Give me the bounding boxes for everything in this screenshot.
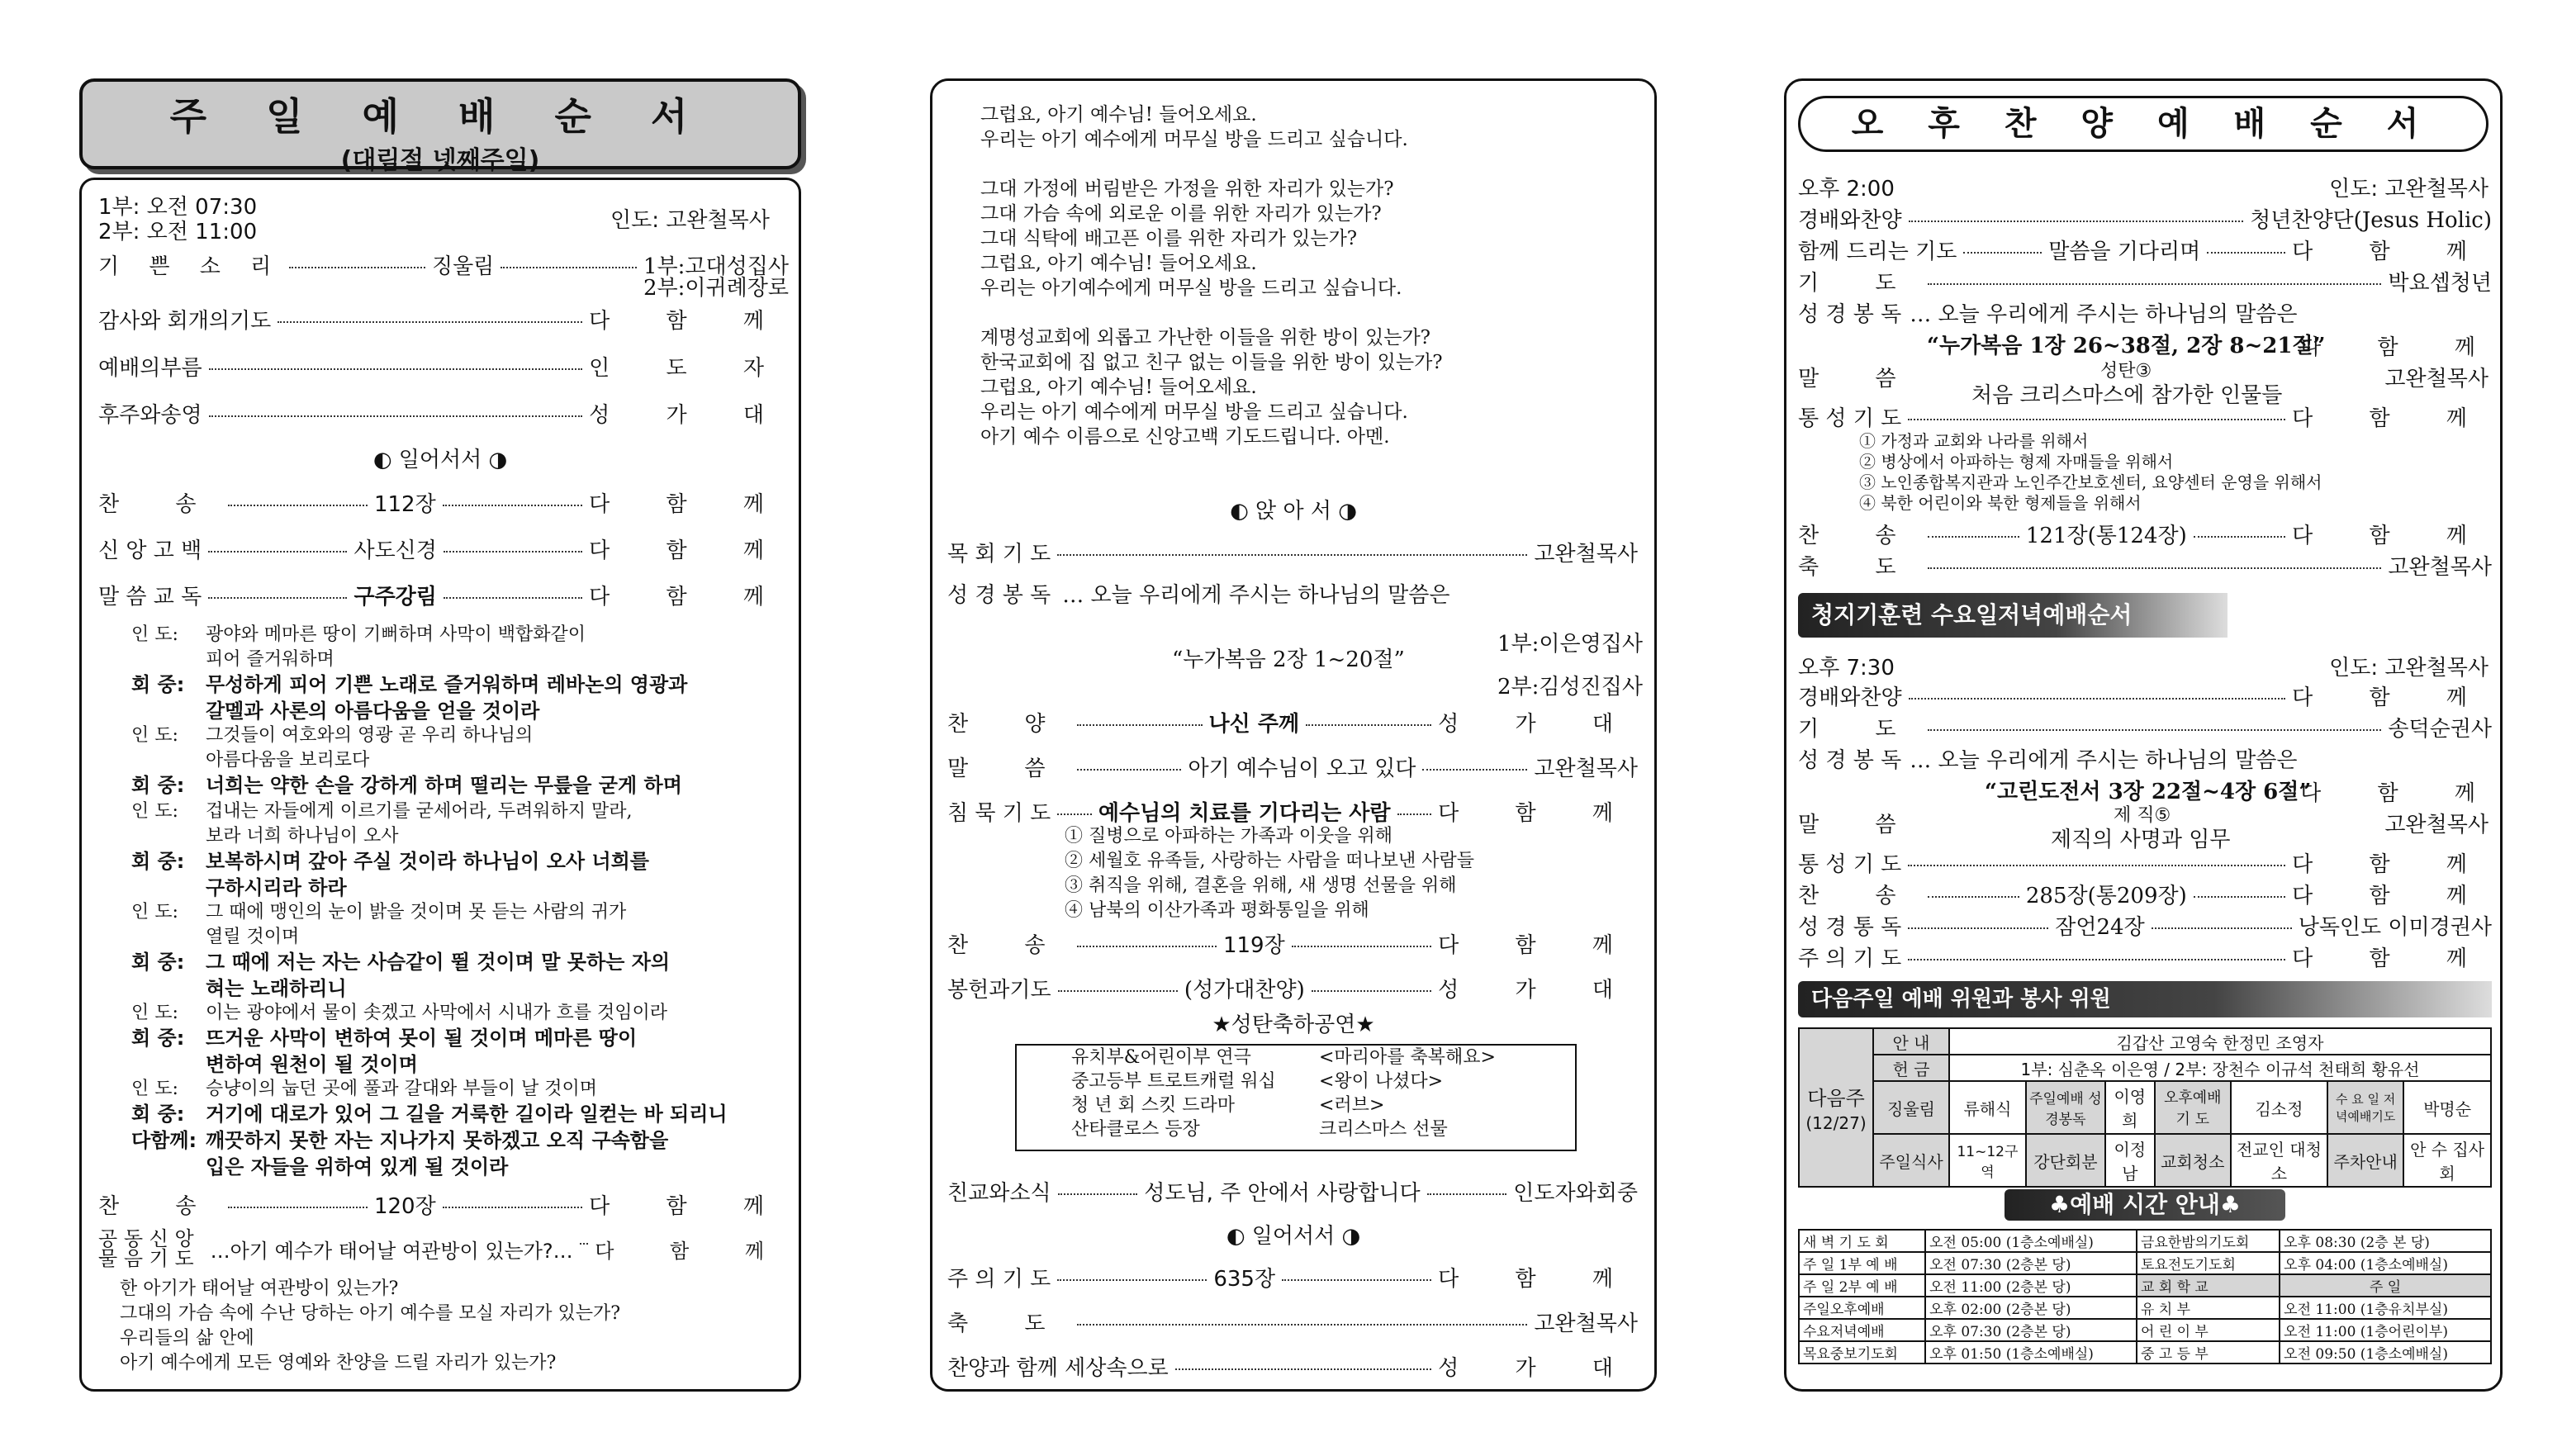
p3-sermon-label: 말 씀 <box>1798 367 1921 391</box>
performance-row: 유치부&어린이부 연극 <마리아를 축복해요> <box>1071 1047 1496 1068</box>
p3-scripture-ref: “누가복음 1장 26~38절, 2장 8~21절” <box>1927 334 2326 358</box>
prayer-line: 한국교회에 집 없고 친구 없는 이들을 위한 방이 있는가? <box>980 352 1443 373</box>
order-item-joy: 기 쁜 소 리 징울림 1부:고대성집사 2부:이귀례장로 <box>98 254 789 301</box>
prayer-line: 그럽요, 아기 예수님! 들어오세요. <box>980 377 1257 398</box>
wednesday-banner: 청지기훈련 수요일저녁예배순서 <box>1798 593 2228 638</box>
christmas-performance-title: ★성탄축하공연★ <box>1212 1013 1375 1037</box>
reading-line: 회 중: 거기에 대로가 있어 그 길을 거룩한 길이라 일컫는 바 되리니 <box>131 1103 728 1126</box>
prayer-line: 아기 예수 이름으로 신앙고백 기도드립니다. 아멘. <box>980 426 1390 448</box>
service-name: 금요한밤의기도회 <box>2137 1230 2280 1252</box>
order-item-common-prayer: 공 동 신 앙 물 음 기 도 …아기 예수가 태어날 여관방이 있는가?… 다 함 께 <box>98 1227 789 1270</box>
p3-sermon-preacher: 고완철목사 <box>2384 367 2488 391</box>
p3-item-praise: 경배와찬양 청년찬양단(Jesus Holic) <box>1798 208 2492 233</box>
p3-sermon-title: 처음 크리스마스에 참가한 인물들 <box>1971 383 2283 408</box>
sunday-order-box <box>79 178 801 1392</box>
christmas-performance-box <box>1015 1044 1577 1151</box>
service-times-banner: ♣예배 시간 안내♣ <box>2005 1189 2285 1221</box>
p3-item-scripture: 성 경 봉 독 … 오늘 우리에게 주시는 하나님의 말씀은 <box>1798 302 2298 327</box>
stand-marker: ◐ 일어서서 ◑ <box>372 448 508 472</box>
order-item-anthem: 찬 양 나신 주께 성 가 대 <box>947 712 1639 737</box>
service-time: 오후 01:50 (1층소예배실) <box>1925 1341 2137 1364</box>
role-cell: 주차안내 <box>2327 1134 2403 1187</box>
next-week-date: 다음주 (12/27) <box>1799 1028 1873 1187</box>
service-time-row <box>1799 1252 2491 1274</box>
order-item-scripture: 성 경 봉 독 … 오늘 우리에게 주시는 하나님의 말씀은 <box>947 583 1450 608</box>
reading-line: 인 도: 광야와 메마른 땅이 기뻐하며 사막이 백합화같이 피어 즐거워하며 <box>131 624 586 670</box>
role-cell: 수 요 일 저녁예배기도 <box>2327 1081 2403 1134</box>
p3-sermon-series: 성탄③ <box>2100 361 2152 382</box>
reading-line: 인 도: 겁내는 자들에게 이르기를 굳세어라, 두려워하지 말라, 보라 너희 하나님이 오사 <box>131 801 633 847</box>
order-item-responsive: 말 씀 교 독 구주강림 다 함 께 <box>98 585 789 609</box>
service-time: 오전 05:00 (1층소예배실) <box>1925 1230 2137 1252</box>
service-time-row <box>1799 1341 2491 1364</box>
role-cell: 교회청소 <box>2155 1134 2231 1187</box>
sit-marker: ◐ 앉 아 서 ◑ <box>1230 499 1357 524</box>
performance-row: 청 년 회 스킷 드라마 <러브> <box>1071 1095 1385 1116</box>
service-name: 주일오후예배 <box>1799 1297 1925 1319</box>
prayer-line: 그대 가정에 버림받은 가정을 위한 자리가 있는가? <box>980 178 1394 200</box>
service-name: 교 회 학 교 <box>2137 1274 2280 1297</box>
afternoon-leader: 인도: 고완철목사 <box>2329 177 2488 202</box>
reading-line: 회 중: 보복하시며 갚아 주실 것이라 하나님이 오사 너희를 구하시리라 하라 <box>131 850 649 899</box>
prayer-line: 우리는 아기 예수에게 머무실 방을 드리고 싶습니다. <box>980 129 1408 150</box>
order-item-fellowship: 친교와소식 성도님, 주 안에서 사랑합니다 인도자와회중 <box>947 1181 1638 1206</box>
next-week-volunteers-table <box>1798 1027 2492 1188</box>
p3-item-unison: 통 성 기 도 다 함 께 <box>1798 406 2492 431</box>
order-item-pastoral-prayer: 목 회 기 도 고완철목사 <box>947 542 1638 567</box>
order-item-silent-prayer: 침 묵 기 도 예수님의 치료를 기다리는 사람 다 함 께 <box>947 801 1639 826</box>
service-time: 오후 07:30 (2층본 당) <box>1925 1319 2137 1341</box>
wed-sermon-title: 제직의 사명과 임무 <box>2051 828 2231 852</box>
service-time: 오전 09:50 (1층소예배실) <box>2280 1341 2491 1364</box>
order-item-offering: 봉헌과기도 (성가대찬양) 성 가 대 <box>947 978 1639 1003</box>
order-item-confession: 감사와 회개의기도 다 함 께 <box>98 309 789 334</box>
service-time-2: 2부: 오전 11:00 <box>98 220 258 244</box>
offering-names: 1부: 심춘옥 이은영 / 2부: 장천수 이규석 천태희 황유선 <box>1949 1055 2491 1081</box>
scripture-reference: “누가복음 2장 1~20절” <box>1172 647 1405 672</box>
service-times-table <box>1798 1229 2492 1364</box>
sunday-service-continued-panel <box>930 78 1657 1392</box>
reading-line: 회 중: 무성하게 피어 기쁜 노래로 즐거워하며 레바논의 영광과 갈멜과 사론의 아름다움을 얻을 것이라 <box>131 673 688 723</box>
reading-line: 회 중: 너희는 약한 손을 강하게 하며 떨리는 무릎을 굳게 하며 <box>131 774 682 797</box>
volunteer-cell: 박명순 <box>2403 1081 2491 1134</box>
service-name: 주 일 1부 예 배 <box>1799 1252 1925 1274</box>
prayer-line <box>980 301 1443 325</box>
volunteer-cell: 류해식 <box>1949 1081 2026 1134</box>
p3-item-hymn: 찬 송 121장(통124장) 다 함 께 <box>1798 524 2492 548</box>
responsive-reading <box>131 623 800 1179</box>
prayer-line: 그대 식탁에 배고픈 이를 위한 자리가 있는가? <box>980 228 1358 249</box>
usher-names: 김갑산 고영숙 한정민 조영자 <box>1949 1028 2491 1055</box>
service-time: 오전 11:00 (1층유치부실) <box>2280 1297 2491 1319</box>
sunday-subtitle: (대림절 넷째주일) <box>340 146 540 175</box>
reading-line: 인 도: 그 때에 맹인의 눈이 밝을 것이며 못 듣는 사람의 귀가 열릴 것이며 <box>131 902 627 947</box>
order-item-hymn2: 찬 송 120장 다 함 께 <box>98 1194 790 1219</box>
volunteer-cell: 11~12구역 <box>1949 1134 2026 1187</box>
order-item-call: 예배의부름 인 도 자 <box>98 356 789 381</box>
role-cell: 주일예배 성경봉독 <box>2026 1081 2105 1134</box>
volunteer-cell: 전교인 대청소 <box>2231 1134 2327 1187</box>
wed-item-unison: 통 성 기 도 다 함 께 <box>1798 852 2492 877</box>
service-time: 오후 04:00 (1층소예배실) <box>2280 1252 2491 1274</box>
service-time: 오전 11:00 (2층본 당) <box>1925 1274 2137 1297</box>
wed-item-praise: 경배와찬양 다 함 께 <box>1798 685 2492 710</box>
wed-sermon-preacher: 고완철목사 <box>2384 813 2488 837</box>
performance-row: 산타클로스 등장 크리스마스 선물 <box>1071 1119 1448 1140</box>
afternoon-time: 오후 2:00 <box>1798 177 1895 202</box>
prayer-line: 그대 가슴 속에 외로운 이를 위한 자리가 있는가? <box>980 203 1382 225</box>
service-time-row <box>1799 1297 2491 1319</box>
prayer-line: 우리는 아기 예수에게 머무실 방을 드리고 싶습니다. <box>980 401 1408 423</box>
prayer-line: 그럽요, 아기 예수님! 들어오세요. <box>980 253 1257 274</box>
order-item-closing: 찬양과 함께 세상속으로 성 가 대 <box>947 1356 1638 1381</box>
role-cell: 강단회분 <box>2026 1134 2105 1187</box>
service-name: 수요저녁예배 <box>1799 1319 1925 1341</box>
prayer-line: 계명성교회에 외롭고 가난한 이들을 위한 방이 있는가? <box>980 327 1430 349</box>
p3-unison-topics: ① 가정과 교회와 나라를 위해서 ② 병상에서 아파하는 형제 자매들을 위해서 ③ 노인종합복지관과 노인주간보호센터, 요양센터 운영을 위해서 ④ 북한 어린이와 북한 형제들을 위해서 <box>1859 431 2322 513</box>
common-prayer-text: 한 아기가 태어날 여관방이 있는가? 그대의 가슴 속에 수난 당하는 아기 예수를 모실 자리가 있는가? 우리들의 삶 안에 아기 예수에게 모든 영예와 찬양을 드릴 자리가 있는가? <box>120 1278 621 1373</box>
prayer-continuation <box>980 102 1443 449</box>
reading-line: 인 도: 승냥이의 눕던 곳에 풀과 갈대와 부들이 날 것이며 <box>131 1079 597 1099</box>
prayer-line: 그럽요, 아기 예수님! 들어오세요. <box>980 104 1257 126</box>
wed-item-bible-reading: 성 경 통 독 잠언24장 낭독인도 이미경권사 <box>1798 915 2493 940</box>
service-time: 오후 08:30 (2층 본 당) <box>2280 1230 2491 1252</box>
sunday-service-panel <box>79 78 801 1392</box>
sunday-title: 주 일 예 배 순 서 <box>169 94 711 139</box>
service-time: 주 일 <box>2280 1274 2491 1297</box>
wed-scripture-ref: “고린도전서 3장 22절~4장 6절” <box>1985 780 2312 804</box>
volunteer-cell: 이정남 <box>2105 1134 2155 1187</box>
prayer-line <box>980 152 1443 177</box>
service-leader: 인도: 고완철목사 <box>610 208 770 233</box>
order-item-hymn: 찬 송 119장 다 함 께 <box>947 933 1639 958</box>
prayer-line: 우리는 아기예수에게 머무실 방을 드리고 싶습니다. <box>980 277 1402 299</box>
wednesday-time: 오후 7:30 <box>1798 656 1895 681</box>
usher-label: 안 내 <box>1873 1028 1949 1055</box>
service-time-row <box>1799 1319 2491 1341</box>
wed-sermon-label: 말 씀 <box>1798 813 1921 837</box>
order-item-sermon: 말 씀 아기 예수님이 오고 있다 고완철목사 <box>947 756 1638 781</box>
wed-item-lords-prayer: 주 의 기 도 다 함 께 <box>1798 946 2492 971</box>
volunteer-cell: 김소정 <box>2231 1081 2327 1134</box>
service-time: 오전 11:00 (1층어린이부) <box>2280 1319 2491 1341</box>
wed-scripture-right: 다 함 께 <box>2300 781 2500 806</box>
service-name: 유 치 부 <box>2137 1297 2280 1319</box>
p3-item-prayer-together: 함께 드리는 기도 말씀을 기다리며 다 함 께 <box>1798 240 2492 264</box>
order-item-creed: 신 앙 고 백 사도신경 다 함 께 <box>98 538 789 563</box>
order-item-benediction: 축 도 고완철목사 <box>947 1311 1638 1336</box>
service-name: 토요전도기도회 <box>2137 1252 2280 1274</box>
service-time-row <box>1799 1274 2491 1297</box>
order-item-lords-prayer: 주 의 기 도 635장 다 함 께 <box>947 1267 1638 1292</box>
reading-line: 인 도: 그것들이 여호와의 영광 곧 우리 하나님의 아름다움을 보리로다 <box>131 725 534 771</box>
next-week-banner: 다음주일 예배 위원과 봉사 위원 <box>1798 981 2492 1017</box>
reading-line: 회 중: 그 때에 저는 자는 사슴같이 뛸 것이며 말 못하는 자의 혀는 노래하리니 <box>131 951 671 1000</box>
role-cell: 오후예배 기 도 <box>2155 1081 2231 1134</box>
order-item-hymn1: 찬 송 112장 다 함 께 <box>98 492 790 517</box>
reading-line: 회 중: 뜨거운 사막이 변하여 못이 될 것이며 메마른 땅이 변하여 원천이 될 것이며 <box>131 1027 638 1076</box>
wed-item-scripture: 성 경 봉 독 … 오늘 우리에게 주시는 하나님의 말씀은 <box>1798 748 2298 773</box>
reading-line: 인 도: 이는 광야에서 물이 솟겠고 사막에서 시내가 흐를 것임이라 <box>131 1003 668 1023</box>
service-time: 오후 02:00 (2층본 당) <box>1925 1297 2137 1319</box>
offering-label: 헌 금 <box>1873 1055 1949 1081</box>
afternoon-service-panel <box>1784 78 2503 1392</box>
role-cell: 징울림 <box>1873 1081 1949 1134</box>
stand-marker-2: ◐ 일어서서 ◑ <box>1226 1224 1361 1249</box>
volunteer-cell: 안 수 집사회 <box>2403 1134 2491 1187</box>
volunteer-cell: 이영희 <box>2105 1081 2155 1134</box>
service-name: 새 벽 기 도 회 <box>1799 1230 1925 1252</box>
role-cell: 주일식사 <box>1873 1134 1949 1187</box>
p3-item-benediction: 축 도 고완철목사 <box>1798 555 2492 580</box>
service-name: 어 린 이 부 <box>2137 1319 2280 1341</box>
p3-item-prayer: 기 도 박요셉청년 <box>1798 271 2492 296</box>
silent-prayer-topics: ① 질병으로 아파하는 가족과 이웃을 위해 ② 세월호 유족들, 사랑하는 사람을 떠나보낸 사람들 ③ 취직을 위해, 결혼을 위해, 새 생명 선물을 위해 ④ 남북의 이산가족과 평화통일을 위해 <box>1065 826 1474 921</box>
service-time: 오전 07:30 (2층본 당) <box>1925 1252 2137 1274</box>
p3-scripture-right: 다 함 께 <box>2300 335 2500 360</box>
scripture-readers: 1부:이은영집사 2부:김성진집사 <box>1497 632 1643 700</box>
reading-line: 다함께: 깨끗하지 못한 자는 지나가지 못하겠고 오직 구속함을 입은 자들을 위하여 있게 될 것이라 <box>131 1129 669 1179</box>
service-name: 주 일 2부 예 배 <box>1799 1274 1925 1297</box>
wed-item-hymn: 찬 송 285장(통209장) 다 함 께 <box>1798 884 2492 908</box>
wednesday-leader: 인도: 고완철목사 <box>2329 656 2488 681</box>
performance-row: 중고등부 트로트캐럴 워십 <왕이 나셨다> <box>1071 1071 1444 1092</box>
order-item-postlude: 후주와송영 성 가 대 <box>98 403 789 428</box>
sunday-title-box <box>79 78 801 175</box>
wed-sermon-series: 제 직⑤ <box>2114 805 2171 826</box>
service-name: 목요중보기도회 <box>1799 1341 1925 1364</box>
service-time-1: 1부: 오전 07:30 <box>98 195 258 220</box>
service-name: 중 고 등 부 <box>2137 1341 2280 1364</box>
afternoon-title: 오 후 찬 양 예 배 순 서 <box>1798 96 2488 152</box>
wed-item-prayer: 기 도 송덕순권사 <box>1798 717 2492 742</box>
service-time-row <box>1799 1230 2491 1252</box>
